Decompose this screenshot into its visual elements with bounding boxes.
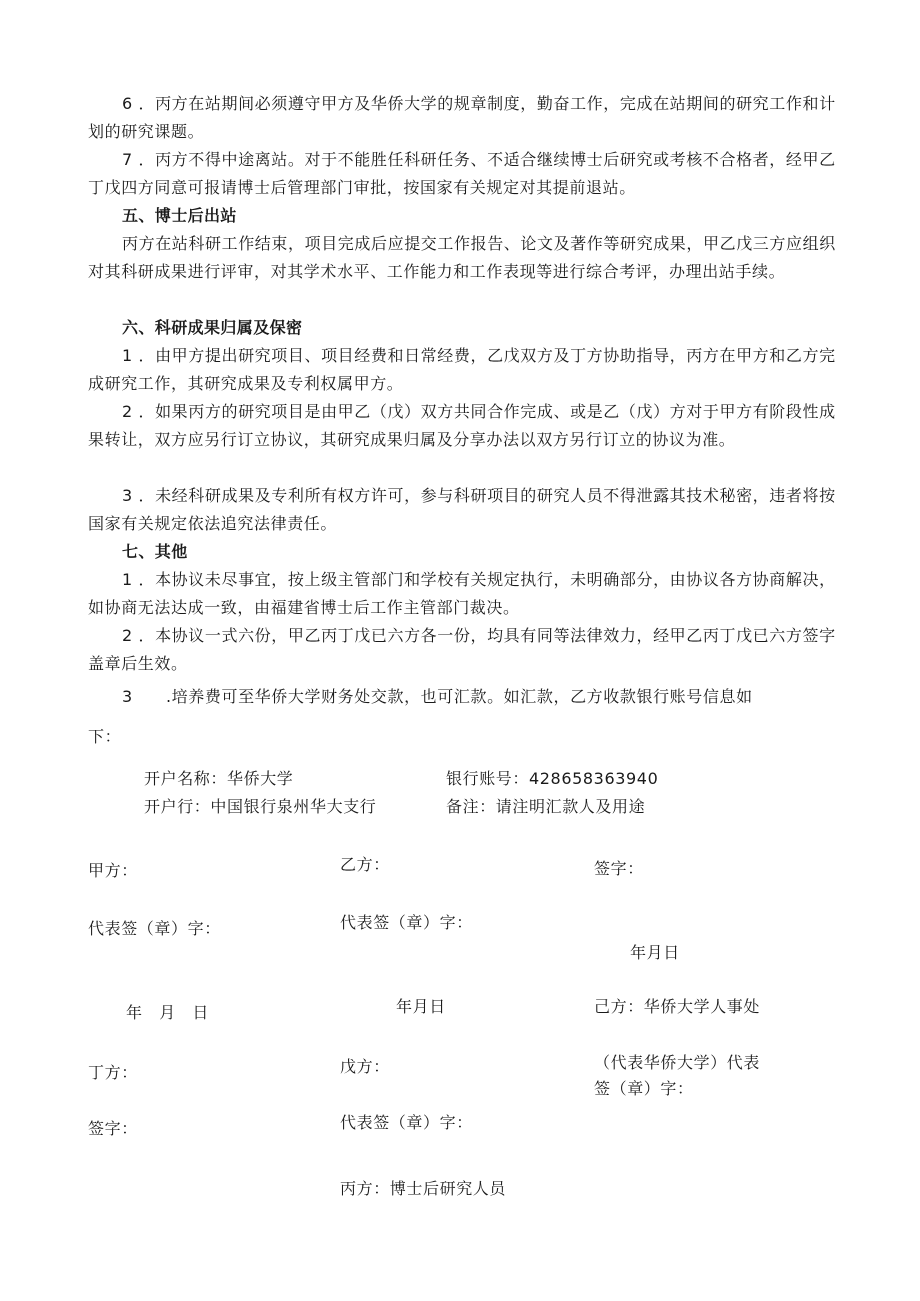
- clause-7: 7 ．丙方不得中途离站。对于不能胜任科研任务、不适合继续博士后研究或考核不合格者，经甲乙丁戊四方同意可报请博士后管理部门审批，按国家有关规定对其提前退站。: [88, 150, 836, 197]
- rep-signature-wu: 代表签（章）字：: [340, 1113, 473, 1132]
- section-5-body: 丙方在站科研工作结束，项目完成后应提交工作报告、论文及著作等研究成果，甲乙戊三方应组织对其科研成果进行评审，对其学术水平、工作能力和工作表现等进行综合考评，办理出站手续。: [88, 234, 836, 281]
- date-field-jia: 年 月 日: [126, 1003, 210, 1022]
- bank-account-number: 银行账号：428658363940: [446, 769, 659, 788]
- section-6-clause-2: 2 ．如果丙方的研究项目是由甲乙（戊）双方共同合作完成、或是乙（戊）方对于甲方有阶段性成果转让，双方应另行订立协议，其研究成果归属及分享办法以双方另行订立的协议为准。: [88, 402, 836, 449]
- date-field-1: 年月日: [630, 943, 680, 962]
- party-ji: 己方：华侨大学人事处: [594, 997, 761, 1016]
- rep-signature-jia: 代表签（章）字：: [88, 919, 221, 938]
- bank-account-name: 开户名称：华侨大学: [144, 769, 294, 788]
- rep-signature-ji: （代表华侨大学）代表签（章）字：: [594, 1053, 761, 1098]
- bank-branch: 开户行：中国银行泉州华大支行: [144, 797, 377, 816]
- section-7-title: 七、其他: [122, 542, 188, 561]
- section-5-title: 五、博士后出站: [122, 206, 237, 225]
- signature-label-1: 签字：: [594, 859, 644, 878]
- party-bing: 丙方：博士后研究人员: [340, 1179, 507, 1198]
- section-7-clause-1: 1 ．本协议未尽事宜，按上级主管部门和学校有关规定执行，未明确部分，由协议各方协商解决，如协商无法达成一致，由福建省博士后工作主管部门裁决。: [88, 570, 836, 617]
- section-7-clause-2: 2 ．本协议一式六份，甲乙丙丁戊已六方各一份，均具有同等法律效力，经甲乙丙丁戊已六方签字盖章后生效。: [88, 626, 836, 673]
- date-field-yi: 年月日: [396, 997, 446, 1016]
- section-7-clause-3: 3 .培养费可至华侨大学财务处交款，也可汇款。如汇款，乙方收款银行账号信息如: [122, 687, 753, 706]
- party-yi: 乙方：: [340, 855, 390, 874]
- party-ding: 丁方：: [88, 1063, 138, 1082]
- clause-6: 6 ．丙方在站期间必须遵守甲方及华侨大学的规章制度，勤奋工作，完成在站期间的研究工作和计划的研究课题。: [88, 94, 836, 141]
- party-wu: 戊方：: [340, 1057, 390, 1076]
- rep-signature-yi: 代表签（章）字：: [340, 913, 473, 932]
- bank-note: 备注：请注明汇款人及用途: [446, 797, 646, 816]
- signature-label-2: 签字：: [88, 1119, 138, 1138]
- section-6-clause-3: 3 ．未经科研成果及专利所有权方许可，参与科研项目的研究人员不得泄露其技术秘密，违者将按国家有关规定依法追究法律责任。: [88, 486, 836, 533]
- section-7-clause-3-cont: 下：: [88, 727, 122, 746]
- section-6-clause-1: 1 ．由甲方提出研究项目、项目经费和日常经费，乙戊双方及丁方协助指导，丙方在甲方和乙方完成研究工作，其研究成果及专利权属甲方。: [88, 346, 836, 393]
- section-6-title: 六、科研成果归属及保密: [122, 318, 303, 337]
- party-jia: 甲方：: [88, 861, 138, 880]
